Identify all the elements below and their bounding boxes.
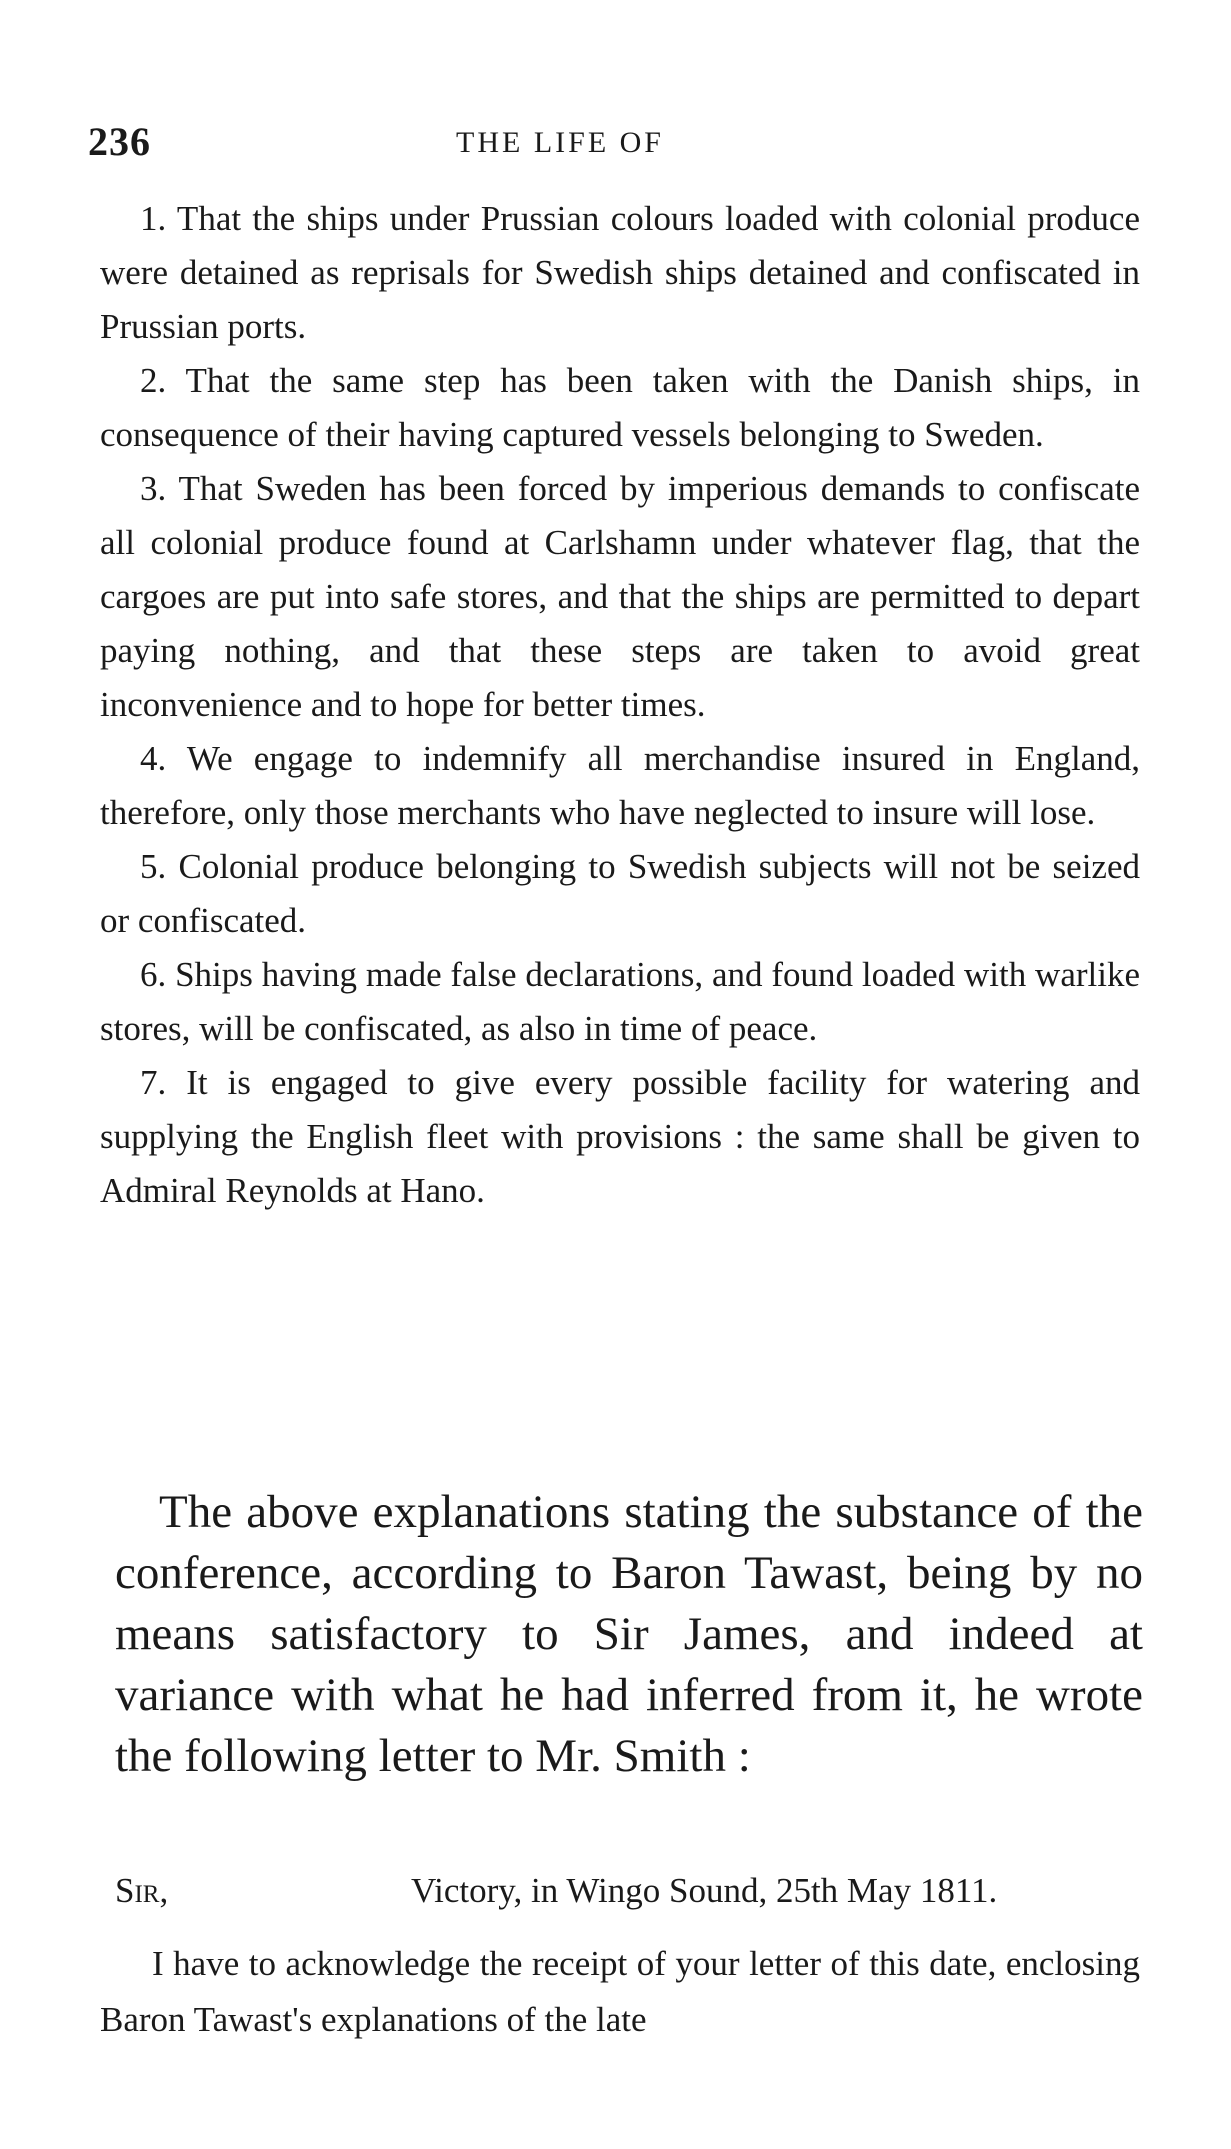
letter-dateline: Victory, in Wingo Sound, 25th May 1811. bbox=[411, 1871, 998, 1910]
list-item: 1. That the ships under Prussian colours loaded with colonial produce were detained as reprisals for Swedish ships detained and confiscated in Prussian ports. bbox=[100, 199, 1140, 346]
page-header bbox=[88, 118, 1150, 178]
list-item: 5. Colonial produce belonging to Swedish subjects will not be seized or confiscated. bbox=[100, 847, 1140, 940]
narrative-paragraph: The above explanations stating the substance of the conference, according to Baron Tawast, being by no means satisfactory to Sir James, and indeed at variance with what he had inferred from it, he wrote the following letter to Mr. Smith : bbox=[115, 1486, 1143, 1782]
list-item: 2. That the same step has been taken with the Danish ships, in consequence of their having captured vessels belonging to Sweden. bbox=[100, 361, 1140, 454]
list-item: 7. It is engaged to give every possible facility for watering and supplying the English fleet with provisions : the same shall be given to Admiral Reynolds at Hano. bbox=[100, 1063, 1140, 1210]
list-item: 4. We engage to indemnify all merchandise insured in England, therefore, only those merchants who have neglected to insure will lose. bbox=[100, 739, 1140, 832]
page-number: 236 bbox=[88, 119, 151, 164]
list-item: 6. Ships having made false declarations, and found loaded with warlike stores, will be confiscated, as also in time of peace. bbox=[100, 955, 1140, 1048]
letter-body: I have to acknowledge the receipt of your letter of this date, enclosing Baron Tawast's explanations of the late bbox=[100, 1944, 1140, 2039]
running-title: THE LIFE OF bbox=[456, 126, 664, 159]
list-item: 3. That Sweden has been forced by imperious demands to confiscate all colonial produce found at Carlshamn under whatever flag, that the cargoes are put into safe stores, and that the ships are permitted to depart paying nothing, and that these steps are taken to avoid great inconvenience and to hope for better times. bbox=[100, 469, 1140, 724]
letter-salutation: Sir, bbox=[115, 1871, 169, 1910]
numbered-list bbox=[100, 192, 1140, 1218]
